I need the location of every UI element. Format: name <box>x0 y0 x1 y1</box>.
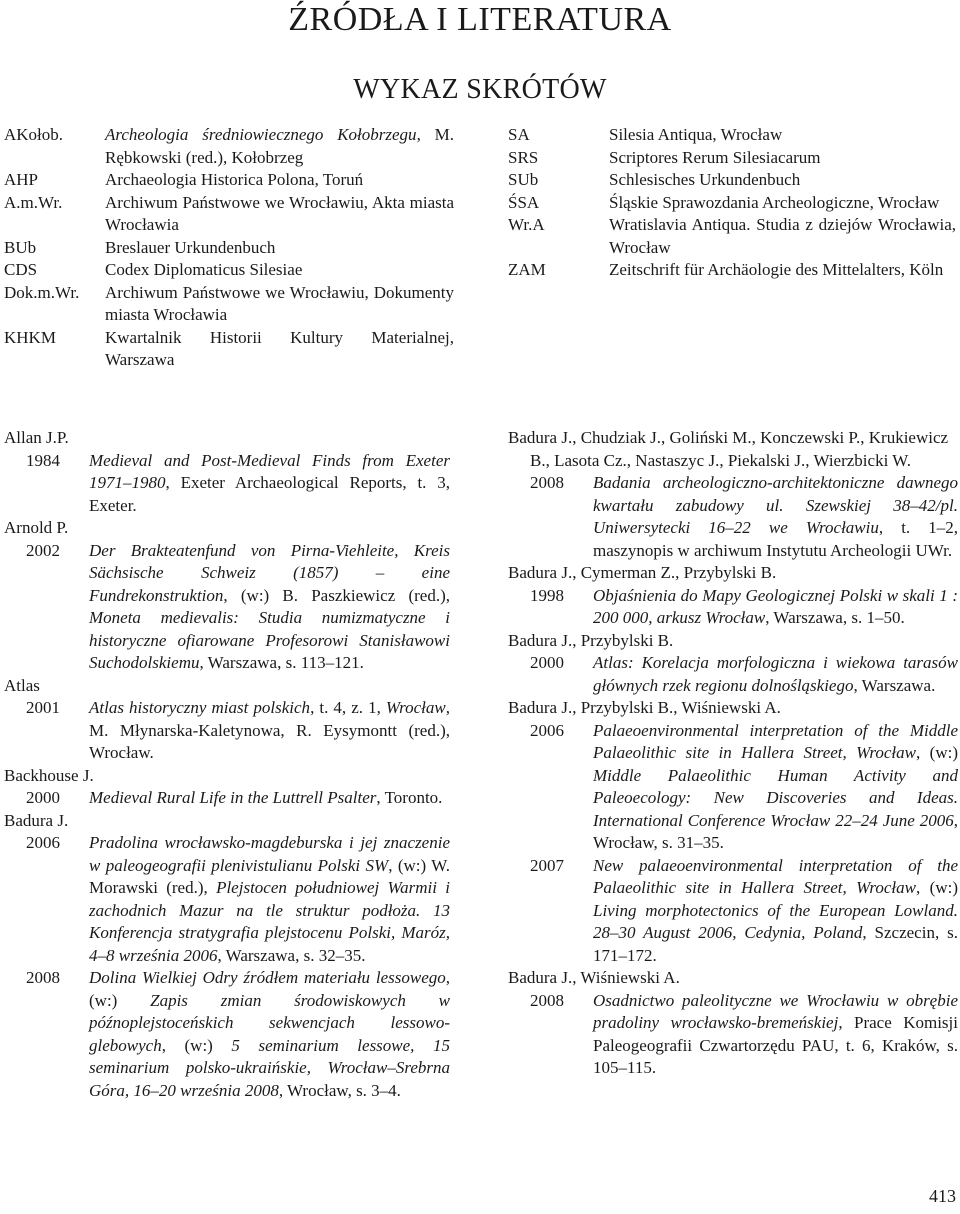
abbreviation-expansion: Kwartalnik Historii Kultury Materialnej, Warszawa <box>105 327 454 369</box>
abbreviation-expansion: Śląskie Sprawozdania Archeologiczne, Wrocław <box>609 192 940 212</box>
abbreviation-key: KHKM <box>4 327 56 347</box>
entry-year: 2001 <box>26 698 60 717</box>
bibliography-author: Allan J.P. <box>4 428 69 447</box>
bibliography-entry <box>4 787 450 810</box>
abbreviation-entry <box>4 124 454 169</box>
entry-year: 2008 <box>26 968 60 987</box>
abbreviation-entry <box>4 169 454 192</box>
entry-text: Osadnictwo paleolityczne we Wrocławiu w obrębie pradoliny wrocławsko-bremeńskiej, Prace Komisji Paleogeografii Czwartorzędu PAU, t. 6, Kraków, s. 105–115. <box>593 990 958 1077</box>
abbreviation-key: SRS <box>508 147 539 167</box>
abbreviation-key: AKołob. <box>4 125 64 144</box>
entry-text: Atlas historyczny miast polskich, t. 4, z. 1, Wrocław, M. Młynarska-Kaletynowa, R. Eysymontt (red.), Wrocław. <box>89 698 450 762</box>
bibliography-author: Arnold P. <box>4 518 69 537</box>
abbreviation-key: SA <box>508 125 530 144</box>
entry-year: 2008 <box>530 990 564 1010</box>
entry-year: 2006 <box>26 833 60 852</box>
bibliography-entry <box>4 967 450 1102</box>
abbreviation-key: ŚSA <box>508 192 540 212</box>
entry-text: New palaeoenvironmental interpretation of the Palaeolithic site in Hallera Street, Wrocław, (w:) Living morphotectonics of the European Lowland. 28–30 August 2006, Cedynia, Poland, Szczecin, s. 171–172. <box>593 855 958 965</box>
abbreviations-left-column <box>4 124 454 372</box>
entry-year: 2000 <box>26 788 60 807</box>
abbreviation-entry <box>4 192 454 237</box>
bibliography-entry <box>508 855 958 968</box>
page-number: 413 <box>929 1186 956 1206</box>
bibliography-author: Badura J., Chudziak J., Goliński M., Konczewski P., Krukiewicz B., Lasota Cz., Nastaszyc J., Piekalski J., Wierzbicki W. <box>508 428 949 470</box>
abbreviation-key: CDS <box>4 260 38 279</box>
bibliography-entry <box>4 450 450 518</box>
entry-text: Dolina Wielkiej Odry źródłem materiału lessowego, (w:) Zapis zmian środowiskowych w późnoplejstoceńskich sekwencjach lessowo-glebowych, (w:) 5 seminarium lessowe, 15 seminarium polsko-ukraińskie, Wrocław–Srebrna Góra, 16–20 września 2008, Wrocław, s. 3–4. <box>89 968 450 1100</box>
abbreviation-expansion: Archiwum Państwowe we Wrocławiu, Akta miasta Wrocławia <box>105 192 454 234</box>
bibliography-entry <box>4 540 450 675</box>
abbreviation-entry <box>508 169 956 192</box>
abbreviation-expansion: Archiwum Państwowe we Wrocławiu, Dokumenty miasta Wrocławia <box>105 282 454 324</box>
bibliography-author: Badura J., Wiśniewski A. <box>508 968 680 987</box>
bibliography-entry <box>508 472 958 562</box>
entry-text: Objaśnienia do Mapy Geologicznej Polski w skali 1 : 200 000, arkusz Wrocław, Warszawa, s. 1–50. <box>593 585 958 627</box>
abbreviation-expansion: Silesia Antiqua, Wrocław <box>609 125 783 144</box>
abbreviation-entry <box>508 192 956 215</box>
bibliography-author: Badura J., Cymerman Z., Przybylski B. <box>508 563 777 582</box>
bibliography-author: Badura J., Przybylski B., Wiśniewski A. <box>508 698 781 717</box>
entry-text: Atlas: Korelacja morfologiczna i wiekowa tarasów głównych rzek regionu dolnośląskiego, Warszawa. <box>593 653 958 695</box>
entry-text: Badania archeologiczno-architektoniczne dawnego kwartału zabudowy ul. Szewskiej 38–42/pl. Uniwersytecki 16–22 we Wrocławiu, t. 1–2, maszynopis w archiwum Instytutu Archeologii UWr. <box>593 473 958 560</box>
bibliography-right-column <box>508 427 958 1080</box>
entry-year: 2008 <box>530 473 564 492</box>
bibliography-author: Badura J., Przybylski B. <box>508 630 674 650</box>
entry-year: 2006 <box>530 720 564 740</box>
entry-year: 2002 <box>26 540 60 560</box>
abbreviation-entry <box>508 259 956 282</box>
abbreviation-entry <box>508 147 956 170</box>
bibliography-entry <box>4 697 450 765</box>
bibliography-entry <box>508 585 958 630</box>
abbreviation-entry <box>4 327 454 372</box>
entry-year: 2000 <box>530 653 564 672</box>
bibliography-entry <box>4 832 450 967</box>
abbreviation-key: AHP <box>4 170 39 189</box>
abbreviation-entry <box>508 124 956 147</box>
entry-text: Pradolina wrocławsko-magdeburska i jej znaczenie w paleogeografii plenivistulianu Polski SW, (w:) W. Morawski (red.), Plejstocen południowej Warmii i zachodnich Mazur na tle struktur podłoża. 13 Konferencja stratygrafia plejstocenu Polski, Maróz, 4–8 września 2006, Warszawa, s. 32–35. <box>89 833 451 965</box>
abbreviation-key: SUb <box>508 170 539 189</box>
abbreviation-entry <box>4 237 454 260</box>
abbreviation-key: Wr.A <box>508 215 545 234</box>
abbreviation-key: Dok.m.Wr. <box>4 282 80 302</box>
abbreviation-expansion: Codex Diplomaticus Silesiae <box>105 260 303 279</box>
bibliography-entry <box>508 652 958 697</box>
entry-text: Palaeoenvironmental interpretation of the Middle Palaeolithic site in Hallera Street, Wrocław, (w:) Middle Palaeolithic Human Activity and Paleoecology: New Discoveries and Ideas. International Conference Wrocław 22–24 June 2006, Wrocław, s. 31–35. <box>593 720 958 852</box>
abbreviation-expansion: Schlesisches Urkundenbuch <box>609 170 801 189</box>
abbreviation-key: BUb <box>4 237 37 257</box>
abbreviation-key: A.m.Wr. <box>4 192 63 212</box>
bibliography-left-column <box>4 427 450 1102</box>
entry-year: 1984 <box>26 450 60 470</box>
abbreviation-entry <box>4 259 454 282</box>
abbreviation-expansion: Archeologia średniowiecznego Kołobrzegu, M. Rębkowski (red.), Kołobrzeg <box>105 125 454 167</box>
abbreviations-heading: WYKAZ SKRÓTÓW <box>353 74 607 105</box>
entry-text: Medieval and Post-Medieval Finds from Exeter 1971–1980, Exeter Archaeological Reports, t. 3, Exeter. <box>89 450 450 515</box>
abbreviation-key: ZAM <box>508 260 546 279</box>
abbreviation-entry <box>4 282 454 327</box>
abbreviation-expansion: Breslauer Urkundenbuch <box>105 237 276 257</box>
bibliography-author: Backhouse J. <box>4 765 94 785</box>
bibliography-author: Atlas <box>4 675 40 695</box>
abbreviation-entry <box>508 214 956 259</box>
bibliography-entry <box>508 990 958 1080</box>
entry-text: Medieval Rural Life in the Luttrell Psalter, Toronto. <box>89 788 443 807</box>
bibliography-entry <box>508 720 958 855</box>
bibliography-author: Badura J. <box>4 810 69 830</box>
abbreviation-expansion: Scriptores Rerum Silesiacarum <box>609 147 821 167</box>
abbreviations-right-column <box>508 124 956 282</box>
entry-text: Der Brakteatenfund von Pirna-Viehleite, Kreis Sächsische Schweiz (1857) – eine Fundrekonstruktion, (w:) B. Paszkiewicz (red.), Moneta medievalis: Studia numizmatyczne i historyczne ofiarowane Profesorowi Stanisławowi Suchodolskiemu, Warszawa, s. 113–121. <box>89 540 450 672</box>
entry-year: 1998 <box>530 585 564 605</box>
entry-year: 2007 <box>530 855 564 875</box>
abbreviation-expansion: Zeitschrift für Archäologie des Mittelalters, Köln <box>609 260 944 279</box>
page-title: ŹRÓDŁA I LITERATURA <box>288 1 672 38</box>
abbreviation-expansion: Wratislavia Antiqua. Studia z dziejów Wrocławia, Wrocław <box>609 215 956 257</box>
abbreviation-expansion: Archaeologia Historica Polona, Toruń <box>105 170 364 189</box>
